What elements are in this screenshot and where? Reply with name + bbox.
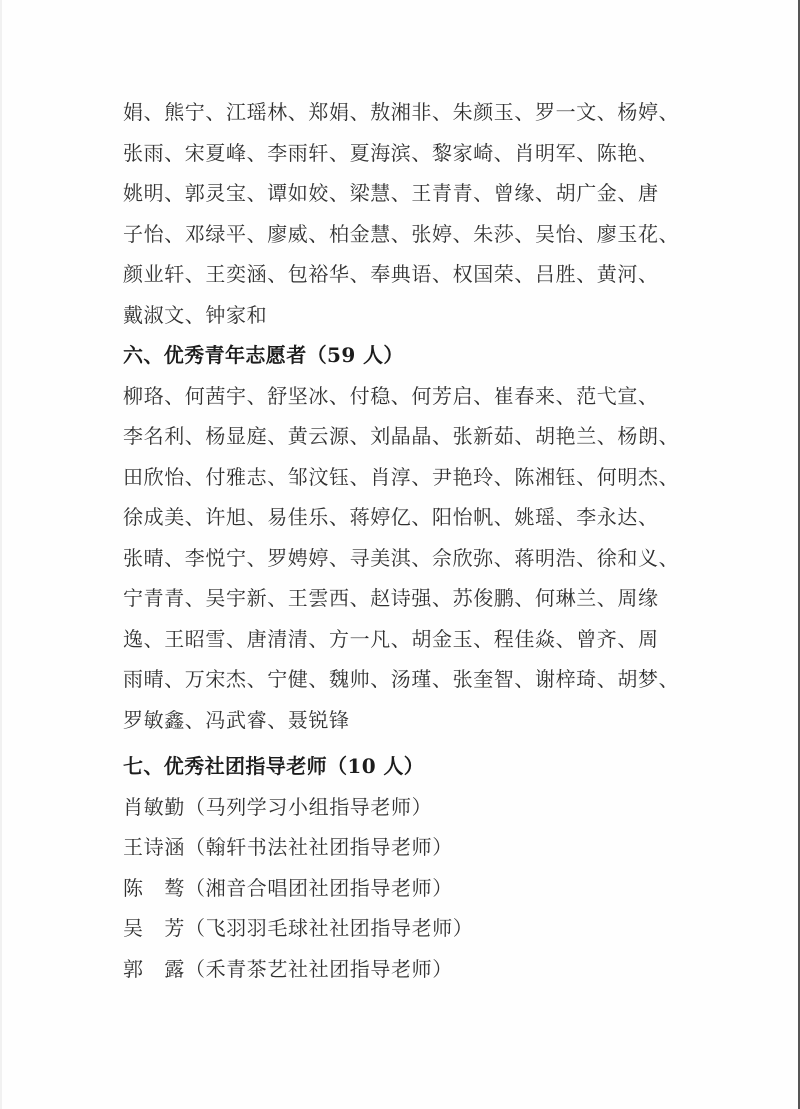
- teacher-name-char: 诗: [143, 835, 165, 859]
- teacher-role: （翰轩书法社社团指导老师）: [185, 835, 453, 859]
- name-list-line: 逸、王昭雪、唐清清、方一凡、胡金玉、程佳焱、曾齐、周: [123, 626, 659, 651]
- teacher-role: （飞羽羽毛球社社团指导老师）: [185, 916, 474, 940]
- name-list-line: 柳珞、何茜宇、舒坚冰、付稳、何芳启、崔春来、范弋宣、: [123, 383, 659, 408]
- teacher-name-char: 骜: [164, 875, 185, 900]
- name-list-line: 罗敏鑫、冯武睿、聂锐锋: [123, 707, 350, 732]
- teacher-name-char: 露: [164, 956, 185, 981]
- teacher-name: [123, 868, 185, 909]
- section-outstanding-youth-volunteers: [123, 335, 703, 740]
- teacher-name-char: 勤: [164, 794, 185, 819]
- teacher-name: [123, 908, 185, 949]
- teacher-name-char: 吴: [123, 916, 144, 940]
- teacher-name: [123, 827, 185, 868]
- teacher-entry: [123, 908, 703, 949]
- name-list-line: 张雨、宋夏峰、李雨轩、夏海滨、黎家崎、肖明军、陈艳、: [123, 140, 659, 165]
- document-body: [123, 92, 703, 989]
- name-list-line: 徐成美、许旭、易佳乐、蒋婷亿、阳怡帆、姚瑶、李永达、: [123, 505, 659, 529]
- name-list-line: 雨晴、万宋杰、宁健、魏帅、汤瑾、张奎智、谢梓琦、胡梦、: [123, 667, 680, 691]
- section-heading: 七、优秀社团指导老师（10 人）: [123, 754, 425, 778]
- teacher-name-char: 涵: [164, 835, 185, 859]
- teacher-entry: [123, 868, 703, 909]
- teacher-name-char: 敏: [143, 794, 165, 819]
- continued-name-list: [123, 92, 703, 335]
- teacher-name-char: 王: [123, 835, 144, 859]
- name-list-line: 娟、熊宁、江瑶林、郑娟、敖湘非、朱颜玉、罗一文、杨婷、: [123, 100, 680, 124]
- teacher-entry: [123, 827, 703, 868]
- teacher-name-char: 郭: [123, 956, 144, 981]
- section-heading: 六、优秀青年志愿者（59 人）: [123, 343, 404, 367]
- teacher-name: [123, 787, 185, 828]
- name-list-line: 子怡、邓绿平、廖威、柏金慧、张婷、朱莎、吴怡、廖玉花、: [123, 221, 680, 246]
- name-list-line: 张晴、李悦宁、罗娉婷、寻美淇、佘欣弥、蒋明浩、徐和义、: [123, 545, 680, 570]
- teacher-role: （马列学习小组指导老师）: [185, 794, 433, 819]
- name-list-line: 田欣怡、付雅志、邹汶钰、肖淳、尹艳玲、陈湘钰、何明杰、: [123, 464, 680, 489]
- teacher-name-char: 陈: [123, 875, 144, 900]
- name-list-line: 姚明、郭灵宝、谭如姣、梁慧、王青青、曾缘、胡广金、唐: [123, 181, 659, 205]
- teacher-name: [123, 949, 185, 990]
- teacher-name-char: 肖: [123, 794, 144, 819]
- teacher-entry: [123, 787, 703, 828]
- name-list-line: 李名利、杨显庭、黄云源、刘晶晶、张新茹、胡艳兰、杨朗、: [123, 424, 680, 448]
- name-list-line: 宁青青、吴宇新、王雲西、赵诗强、苏俊鹏、何琳兰、周缘: [123, 586, 659, 610]
- teacher-entry: [123, 949, 703, 990]
- name-list-line: 颜业轩、王奕涵、包裕华、奉典语、权国荣、吕胜、黄河、: [123, 262, 659, 286]
- teacher-role: （禾青茶艺社社团指导老师）: [185, 956, 453, 981]
- name-list-line: 戴淑文、钟家和: [123, 302, 268, 327]
- teacher-role: （湘音合唱团社团指导老师）: [185, 875, 453, 900]
- section-outstanding-club-advisors: [123, 746, 703, 989]
- teacher-name-char: 芳: [164, 916, 185, 940]
